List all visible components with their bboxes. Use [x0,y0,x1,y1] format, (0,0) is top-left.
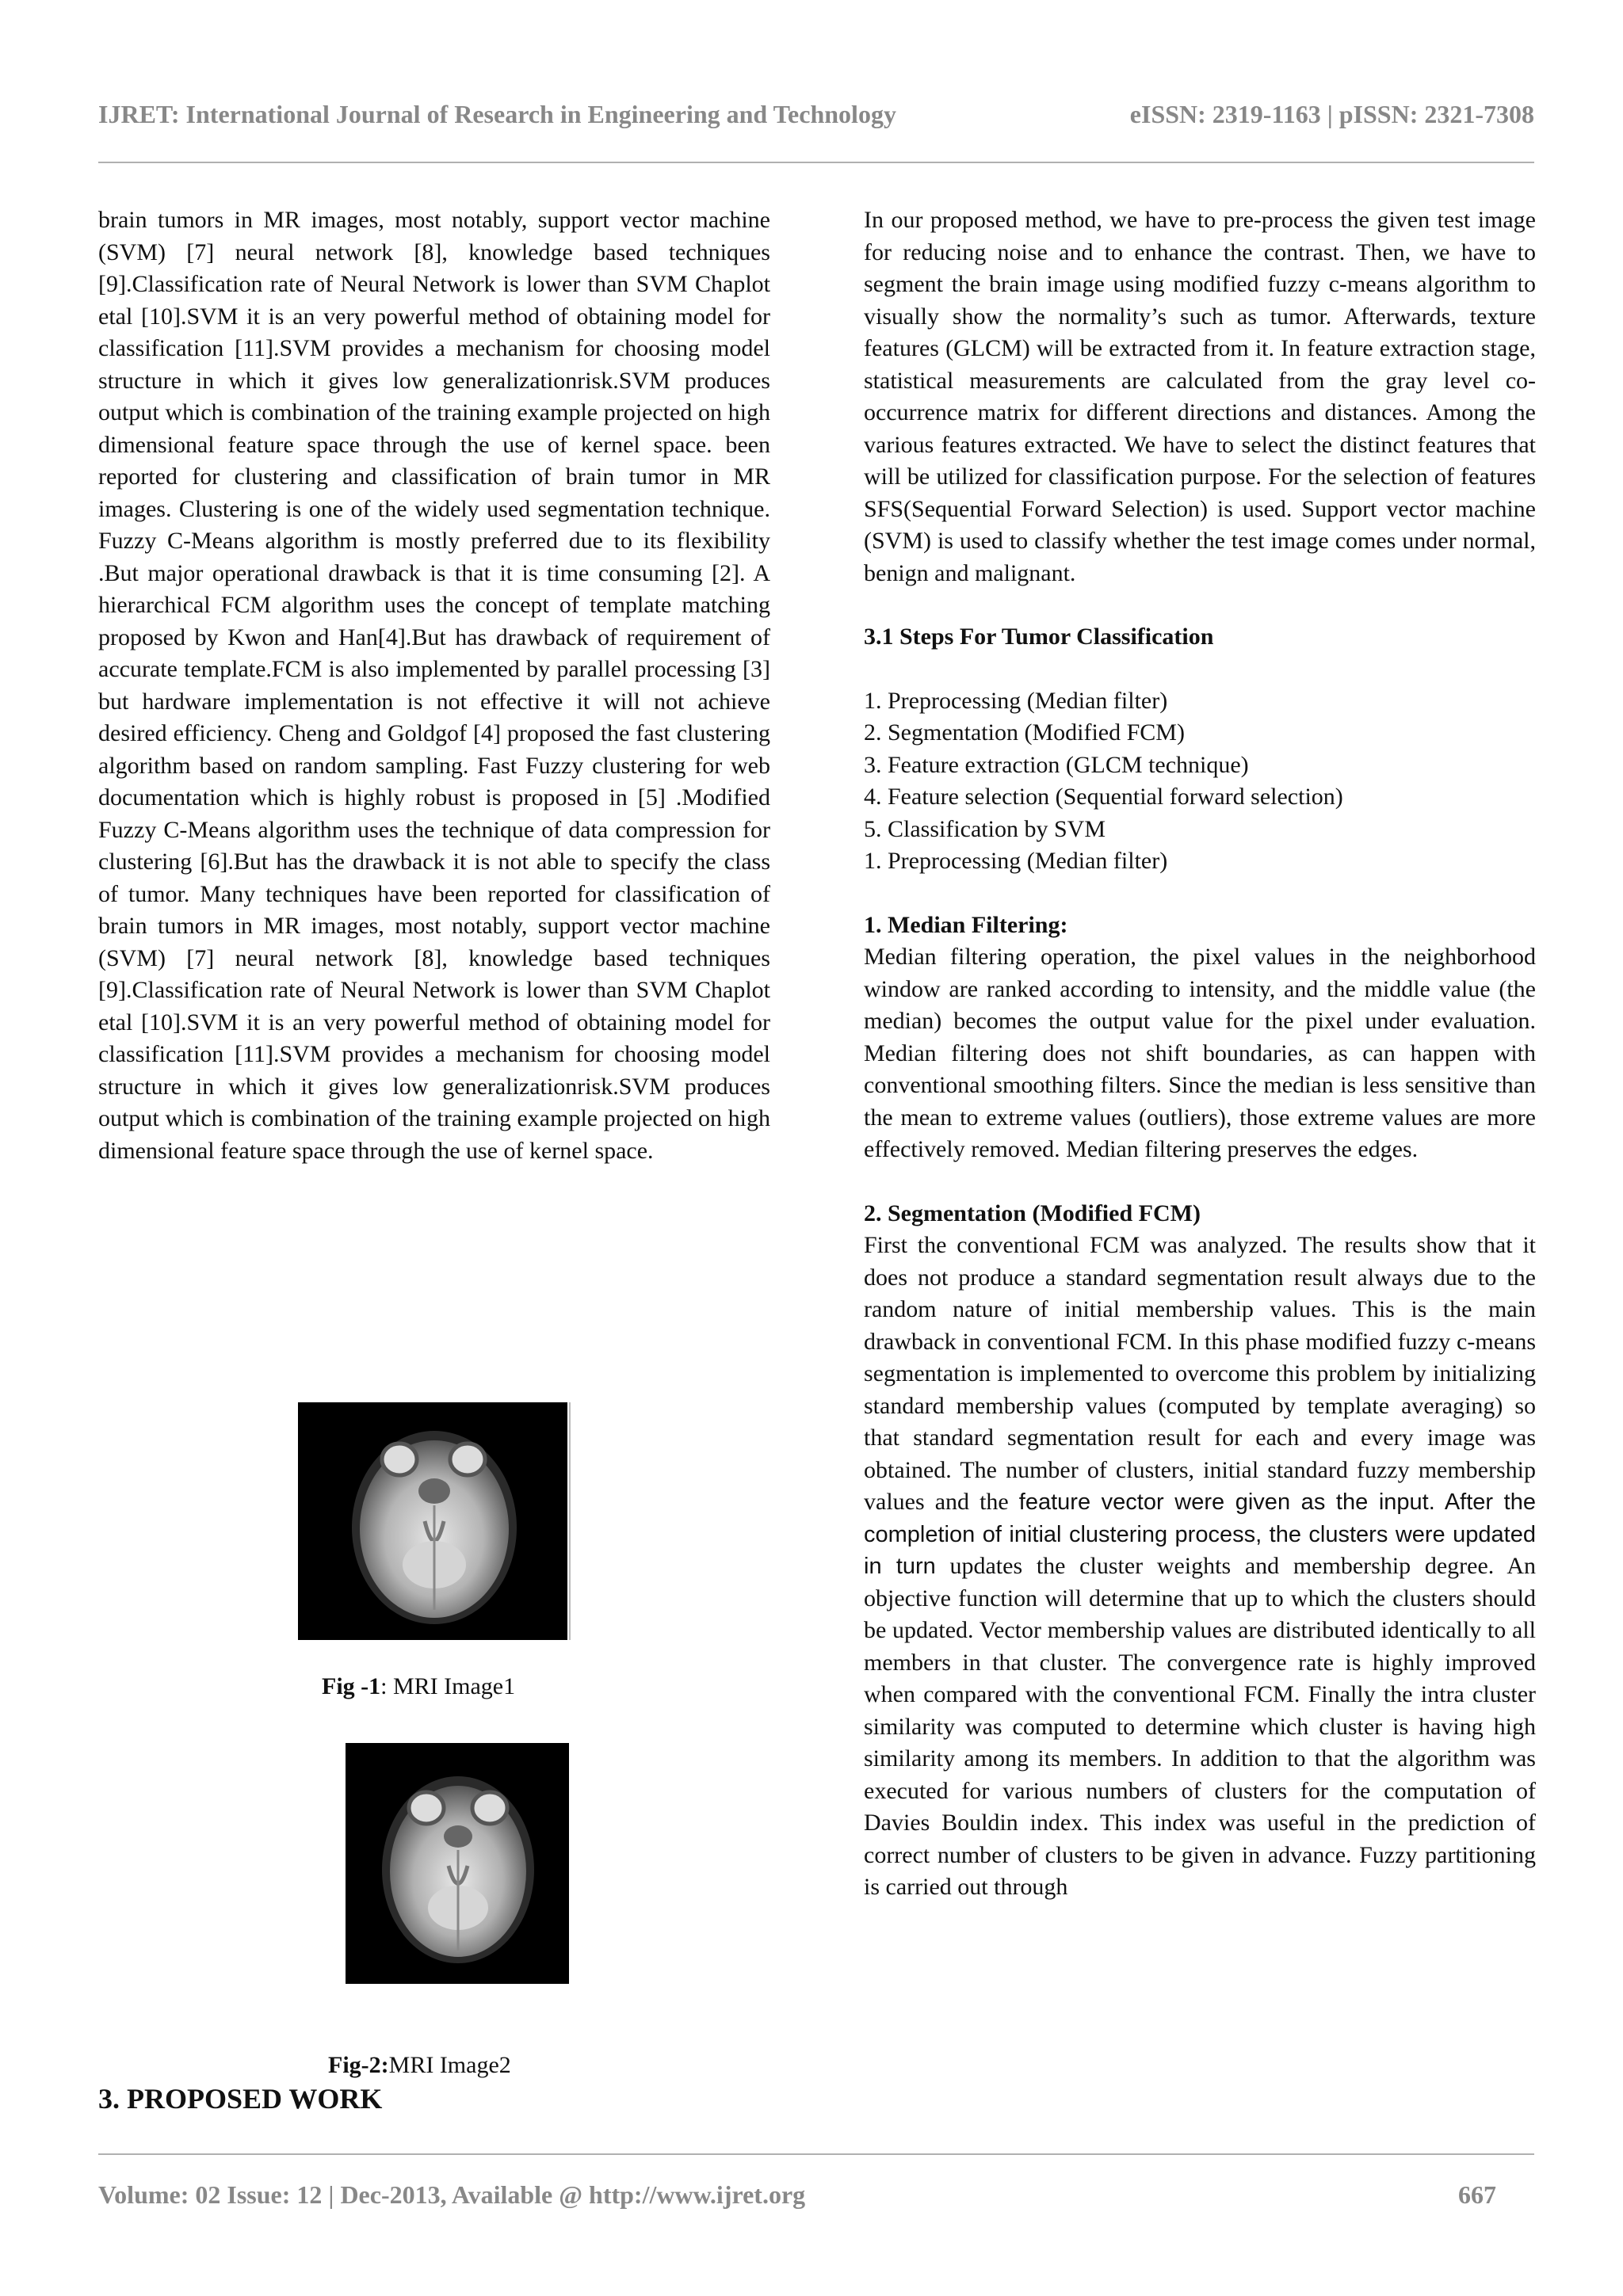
segmentation-text-b: updates the cluster weights and membership degree. An objective function will determine that up to which the clusters should be updated. Vector membership values are distributed identically to all members in that cluster. The convergence rate is highly improved when compared with the conventional FCM. Finally the intra cluster similarity was computed to determine which cluster is having high similarity among its members. In addition to that the algorithm was executed for various numbers of clusters for the computation of Davies Bouldin index. This index was useful in the prediction of correct number of clusters to be given in advance. Fuzzy partitioning is carried out through [864,1553,1536,1900]
footer-volume-info: Volume: 02 Issue: 12 | Dec-2013, Available @ http://www.ijret.org [98,2180,806,2209]
median-paragraph: Median filtering operation, the pixel values in the neighborhood window are ranked according to intensity, and the middle value (the median) becomes the output value for the pixel under evaluation. Median filtering does not shift boundaries, as can happen with conventional smoothing filters. Since the median is less sensitive than the mean to extreme values (outliers), those extreme values are more effectively removed. Median filtering preserves the edges. [864,944,1536,1162]
fig2-caption [328,2052,511,2079]
list-item: 1. Preprocessing (Median filter) [864,848,1168,874]
list-item: 4. Feature selection (Sequential forward selection) [864,784,1343,810]
list-item: 3. Feature extraction (GLCM technique) [864,751,1249,778]
page-header [98,100,1534,129]
list-item: 2. Segmentation (Modified FCM) [864,719,1185,746]
steps-list [864,685,1536,878]
segmentation-paragraph [864,1230,1536,1904]
fig2-caption-text: MRI Image2 [388,2052,511,2078]
journal-title: IJRET: International Journal of Research in Engineering and Technology [98,100,896,128]
brain-scan-icon [346,1743,569,1984]
segmentation-text-sans: feature vector were given as the input. After the completion of initial clustering process, the clusters were updated in turn [864,1489,1536,1579]
steps-heading: 3.1 Steps For Tumor Classification [864,624,1214,650]
left-column [98,204,770,1167]
fig1-caption-text: : MRI Image1 [380,1673,516,1699]
mri-image-1 [298,1402,567,1640]
issn-info: eISSN: 2319-1163 | pISSN: 2321-7308 [1129,100,1534,128]
list-item: 5. Classification by SVM [864,815,1106,842]
right-column [864,204,1536,1904]
segmentation-heading: 2. Segmentation (Modified FCM) [864,1199,1201,1226]
page-number: 667 [1458,2180,1496,2209]
footer-rule [98,2153,1534,2155]
brain-scan-icon [298,1402,567,1640]
figure-edge [569,1402,571,1640]
left-body-paragraph: brain tumors in MR images, most notably, support vector machine (SVM) [7] neural network [8], knowledge based techniques [9].Classification rate of Neural Network is lower than SVM Chaplot etal [10].SVM it is an very powerful method of obtaining model for classification [11].SVM provides a mechanism for choosing model structure in which it gives low generalizationrisk.SVM produces output which is combination of the training example projected on high dimensional feature space through the use of kernel space. been reported for clustering and classification of brain tumor in MR images. Clustering is one of the widely used segmentation technique. Fuzzy C-Means algorithm is mostly preferred due to its flexibility .But major operational drawback is that it is time consuming [2]. A hierarchical FCM algorithm uses the concept of template matching proposed by Kwon and Han[4].But has drawback of requirement of accurate template.FCM is also implemented by parallel processing [3] but hardware implementation is not effective it will not achieve desired efficiency. Cheng and Goldgof [4] proposed the fast clustering algorithm based on random sampling. Fast Fuzzy clustering for web documentation which is highly robust is proposed in [5] .Modified Fuzzy C-Means algorithm uses the technique of data compression for clustering [6].But has the drawback it is not able to specify the class of tumor. Many techniques have been reported for classification of brain tumors in MR images, most notably, support vector machine (SVM) [7] neural network [8], knowledge based techniques [9].Classification rate of Neural Network is lower than SVM Chaplot etal [10].SVM it is an very powerful method of obtaining model for classification [11].SVM provides a mechanism for choosing model structure in which it gives low generalizationrisk.SVM produces output which is combination of the training example projected on high dimensional feature space through the use of kernel space. [98,207,770,1164]
page-footer [98,2180,1496,2210]
median-heading: 1. Median Filtering: [864,911,1068,938]
fig2-label: Fig-2: [328,2052,389,2078]
list-item: 1. Preprocessing (Median filter) [864,687,1168,714]
fig1-label: Fig -1 [322,1673,381,1699]
segmentation-text-a: First the conventional FCM was analyzed. The results show that it does not produce a standard segmentation result always due to the random nature of initial membership values. This is the main drawback in conventional FCM. In this phase modified fuzzy c-means segmentation is implemented to overcome this problem by initializing standard membership values (computed by template averaging) so that standard segmentation result for each and every image was obtained. The number of clusters, initial standard fuzzy membership values and the [864,1232,1536,1515]
section-title-proposed-work: 3. PROPOSED WORK [98,2083,383,2115]
mri-image-2 [346,1743,569,1984]
intro-paragraph: In our proposed method, we have to pre-process the given test image for reducing noise and to enhance the contrast. Then, we have to segment the brain image using modified fuzzy c-means algorithm to visually show the normality’s such as tumor. Afterwards, texture features (GLCM) will be extracted from it. In feature extraction stage, statistical measurements are calculated from the gray level co-occurrence matrix for different directions and distances. Among the various features extracted. We have to select the distinct features that will be utilized for classification purpose. For the selection of features SFS(Sequential Forward Selection) is used. Support vector machine (SVM) is used to classify whether the test image comes under normal, benign and malignant. [864,207,1536,586]
fig1-caption [322,1673,515,1700]
header-rule [98,162,1534,163]
